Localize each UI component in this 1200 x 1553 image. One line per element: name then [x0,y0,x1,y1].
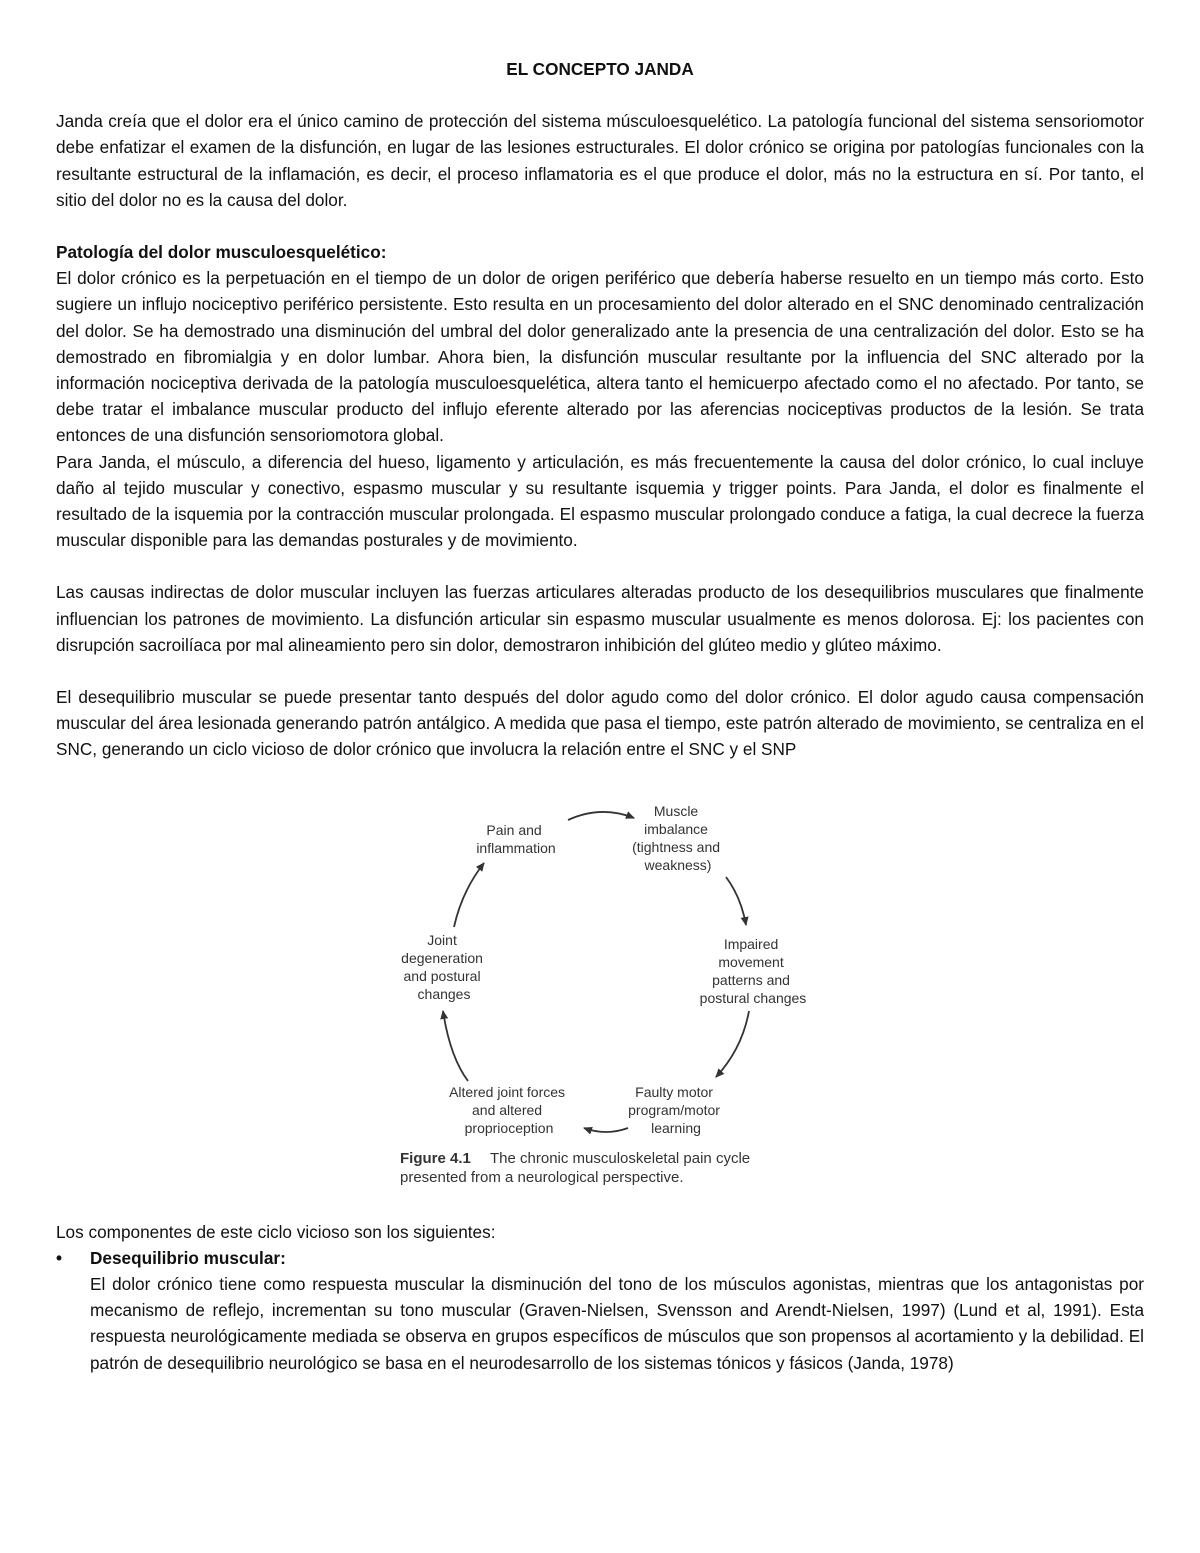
figure-caption-line2: presented from a neurological perspective. [400,1168,684,1186]
arrow-impaired-to-faulty [716,1011,749,1077]
node-imbalance: Muscle imbalance (tightness and weakness) [632,802,721,873]
paragraph-components: Los componentes de este ciclo vicioso son los siguientes: [56,1221,496,1242]
paragraph-muscle-cause: Para Janda, el músculo, a diferencia del hueso, ligamento y articulación, es más frecuentemente la causa del dolor crónico, lo cual incluye daño al tejido muscular y conectivo, espasmo muscular y su resultante isquemia y trigger points. Para Janda, el dolor es finalmente el resultado de la isquemia por la contracción muscular prolongada. El espasmo muscular prolongado conduce a fatiga, la cual decrece la fuerza muscular disponible para las demandas posturales y de movimiento. [56,451,1144,551]
node-pain: Pain and inflammation [476,821,556,856]
arrow-faulty-to-altered [584,1128,628,1132]
arrow-imbalance-to-impaired [726,877,746,925]
bullet-body: El dolor crónico tiene como respuesta muscular la disminución del tono de los músculos agonistas, mientras que los antagonistas por mecanismo de reflejo, incrementan su tono muscular (Graven-Nielsen, Svensson and Arendt-Nielsen, 1997) (Lund et al, 1991). Esta respuesta neurológicamente mediada se observa en grupos específicos de músculos que son propensos al acortamiento y la debilidad. El patrón de desequilibrio neurológico se basa en el neurodesarrollo de los sistemas tónicos y fásicos (Janda, 1978) [90,1274,1144,1373]
bullet-list [56,1245,1144,1376]
bullet-label: Desequilibrio muscular: [90,1247,286,1268]
paragraph-indirect-causes: Las causas indirectas de dolor muscular incluyen las fuerzas articulares alteradas producto de los desequilibrios musculares que finalmente influencian los patrones de movimiento. La disfunción articular sin espasmo muscular usualmente es menos dolorosa. Ej: los pacientes con disrupción sacroilíaca por mal alineamiento pero sin dolor, demostraron inhibición del glúteo medio y glúteo máximo. [56,582,1144,655]
node-impaired: Impaired movement patterns and postural changes [699,935,807,1006]
intro-paragraph: Janda creía que el dolor era el único camino de protección del sistema músculoesquelético. La patología funcional del sistema sensoriomotor debe enfatizar el examen de la disfunción, en lugar de las lesiones estructurales. El dolor crónico se origina por patologías funcionales con la resultante estructural de la inflamación, es decir, el proceso inflamatoria es el que produce el dolor, más no la estructura en sí. Por tanto, el sitio del dolor no es la causa del dolor. [56,111,1144,210]
arrow-joint-to-pain [454,863,484,927]
document-page [56,56,1144,1376]
pain-cycle-figure [56,779,1144,1219]
figure-caption-line1: The chronic musculoskeletal pain cycle [490,1149,751,1167]
paragraph-imbalance: El desequilibrio muscular se puede presentar tanto después del dolor agudo como del dolor crónico. El dolor agudo causa compensación muscular del área lesionada generando patrón antálgico. A medida que pasa el tiempo, este patrón alterado de movimiento, se centraliza en el SNC, generando un ciclo vicioso de dolor crónico que involucra la relación entre el SNC y el SNP [56,687,1144,760]
node-faulty: Faulty motor program/motor learning [628,1083,720,1136]
node-altered: Altered joint forces and altered proprioception [449,1083,566,1136]
bullet-dot-icon: • [56,1247,63,1268]
arrow-pain-to-imbalance [568,812,634,820]
document-title: EL CONCEPTO JANDA [506,59,694,79]
section-heading: Patología del dolor musculoesquelético: [56,242,387,263]
node-joint: Joint degeneration and postural changes [401,931,483,1002]
paragraph-centralization: El dolor crónico es la perpetuación en el tiempo de un dolor de origen periférico que debería haberse resuelto en un tiempo más corto. Esto sugiere un influjo nociceptivo periférico persistente. Esto resulta en un procesamiento del dolor alterado en el SNC denominado centralización del dolor. Se ha demostrado una disminución del umbral del dolor generalizado ante la presencia de una centralización del dolor. Esto se ha demostrado en fibromialgia y en dolor lumbar. Ahora bien, la disfunción muscular resultante por la influencia del SNC alterado por la información nociceptiva derivada de la patología musculoesquelética, altera tanto el hemicuerpo afectado como el no afectado. Por tanto, se debe tratar el imbalance muscular producto del influjo eferente alterado por las aferencias nociceptivas productos de la lesión. Se trata entonces de una disfunción sensoriomotora global. [56,268,1144,446]
arrow-altered-to-joint [443,1011,468,1081]
figure-caption-label: Figure 4.1 [400,1149,471,1167]
list-item [56,1245,1144,1271]
